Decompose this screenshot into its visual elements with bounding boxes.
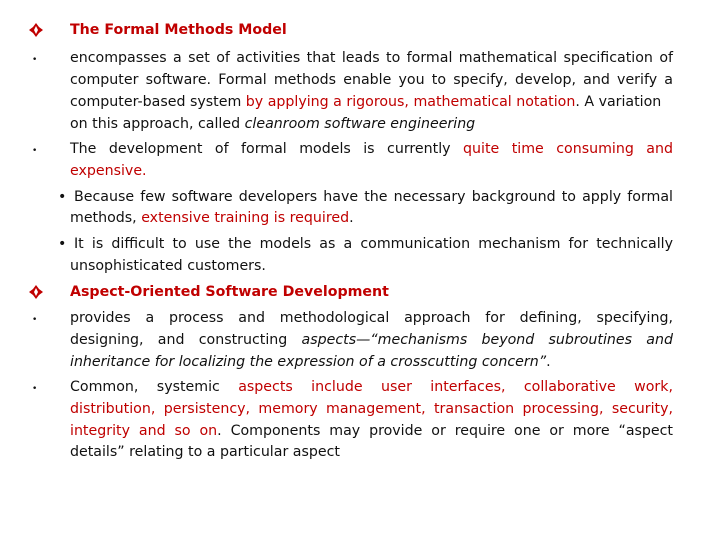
paragraph-line: Common, systemic aspects include user interfaces, collaborative work, (70, 379, 673, 395)
highlight-text: quite time consuming and (463, 141, 673, 157)
italic-term: cleanroom software engineering (244, 116, 476, 132)
dot-bullet-icon: • (32, 146, 38, 156)
paragraph-line: designing, and constructing aspects—“mechanisms beyond subroutines and (70, 332, 673, 348)
dot-bullet-icon: • (58, 189, 67, 205)
paragraph-line: Because few software developers have the necessary background to apply formal (74, 189, 673, 205)
dot-bullet-icon: • (32, 315, 38, 325)
paragraph-line: provides a process and methodological approach for defining, specifying, (70, 310, 673, 326)
paragraph-line: unsophisticated customers. (70, 258, 266, 274)
paragraph-line: on this approach, called cleanroom software engineering (70, 116, 476, 132)
paragraph-line: encompasses a set of activities that leads to formal mathematical specification of (70, 50, 673, 66)
highlight-text: distribution, persistency, memory management, transaction processing, security, (70, 401, 673, 417)
paragraph-line: The development of formal models is currently quite time consuming and (70, 141, 673, 157)
italic-term: inheritance for localizing the expression of a crosscutting concern” (70, 354, 547, 370)
dot-bullet-icon: • (32, 384, 38, 394)
highlight-text: integrity and so on (70, 423, 218, 439)
paragraph-line: It is difficult to use the models as a communication mechanism for technically (74, 236, 673, 252)
dot-bullet-icon: • (58, 236, 67, 252)
section-heading-aspect-oriented: Aspect-Oriented Software Development (70, 284, 389, 300)
highlight-text: by applying a rigorous, mathematical notation (245, 94, 576, 110)
paragraph-line: details” relating to a particular aspect (70, 444, 340, 460)
paragraph-line: methods, extensive training is required. (70, 210, 354, 226)
paragraph-line: integrity and so on. Components may provide or require one or more “aspect (70, 423, 673, 439)
diamond-bullet-icon (28, 284, 44, 300)
dot-bullet-icon: • (32, 55, 38, 65)
italic-term: aspects—“mechanisms beyond subroutines and (301, 332, 673, 348)
highlight-text: aspects include user interfaces, collaborative work, (238, 379, 673, 395)
highlight-text: extensive training is required (141, 210, 350, 226)
paragraph-line: inheritance for localizing the expression of a crosscutting concern”. (70, 354, 551, 370)
highlight-text: expensive. (70, 163, 147, 179)
diamond-bullet-icon (28, 22, 44, 38)
paragraph-line: computer-based system by applying a rigorous, mathematical notation. A variation (70, 94, 662, 110)
section-heading-formal-methods: The Formal Methods Model (70, 22, 287, 38)
paragraph-line: computer software. Formal methods enable you to specify, develop, and verify a (70, 72, 673, 88)
